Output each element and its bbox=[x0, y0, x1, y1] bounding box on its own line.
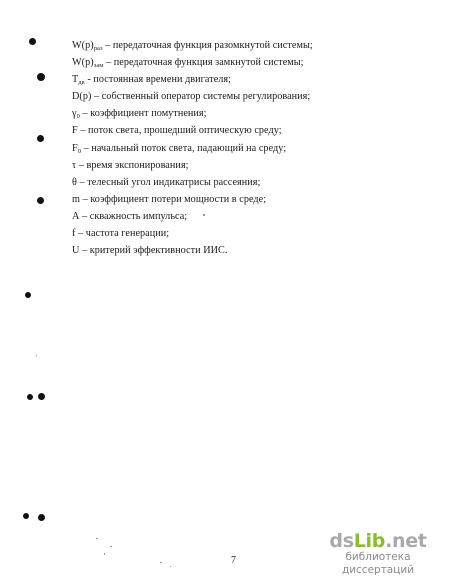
definitions-list bbox=[72, 37, 402, 259]
scan-speck bbox=[36, 355, 37, 356]
definition-line: D(p) – собственный оператор системы регулирования; bbox=[72, 91, 311, 103]
punch-hole-mark bbox=[37, 73, 45, 81]
punch-hole-mark bbox=[23, 513, 29, 519]
scan-speck bbox=[96, 538, 98, 539]
punch-hole-mark bbox=[37, 197, 44, 204]
dslib-logo: dsLib.net bbox=[329, 530, 427, 552]
page-number: 7 bbox=[231, 555, 236, 566]
dslib-watermark[interactable] bbox=[318, 531, 438, 577]
definition-line: θ – телесный угол индикатрисы рассеяния; bbox=[72, 176, 261, 188]
punch-hole-mark bbox=[29, 38, 36, 45]
definition-line: f – частота генерации; bbox=[72, 228, 170, 240]
scan-speck bbox=[104, 553, 105, 555]
definition-line: $W(p)_{зам}$ – передаточная функция замкнутой системы; bbox=[72, 57, 304, 70]
definition-line: U – критерий эффективности ИИС. bbox=[72, 245, 228, 257]
punch-hole-mark bbox=[38, 393, 45, 400]
scan-speck bbox=[160, 562, 162, 563]
scan-speck bbox=[170, 566, 171, 567]
definition-line: A – скважность импульса; bbox=[72, 210, 188, 222]
scan-speck bbox=[110, 546, 112, 547]
definition-line: F – поток света, прошедший оптическую среду; bbox=[72, 125, 282, 137]
definition-line: $W(p)_{раз}$ – передаточная функция разомкнутой системы; bbox=[72, 40, 313, 52]
punch-hole-mark bbox=[38, 514, 45, 521]
definition-line: $\gamma_0$ – коэффициент помутнения; bbox=[72, 108, 207, 121]
definition-line: m – коэффициент потери мощности в среде; bbox=[72, 193, 267, 205]
definition-line: $F_0$ – начальный поток света, падающий на среду; bbox=[72, 142, 287, 155]
definition-line: τ – время экспонирования; bbox=[72, 159, 189, 171]
definition-line: $T_{дв}$ - постоянная времени двигателя; bbox=[72, 74, 232, 87]
dslib-subtitle: библиотека диссертаций bbox=[341, 551, 415, 576]
punch-hole-mark bbox=[25, 292, 31, 298]
punch-hole-mark bbox=[37, 135, 44, 142]
punch-hole-mark bbox=[27, 394, 33, 400]
